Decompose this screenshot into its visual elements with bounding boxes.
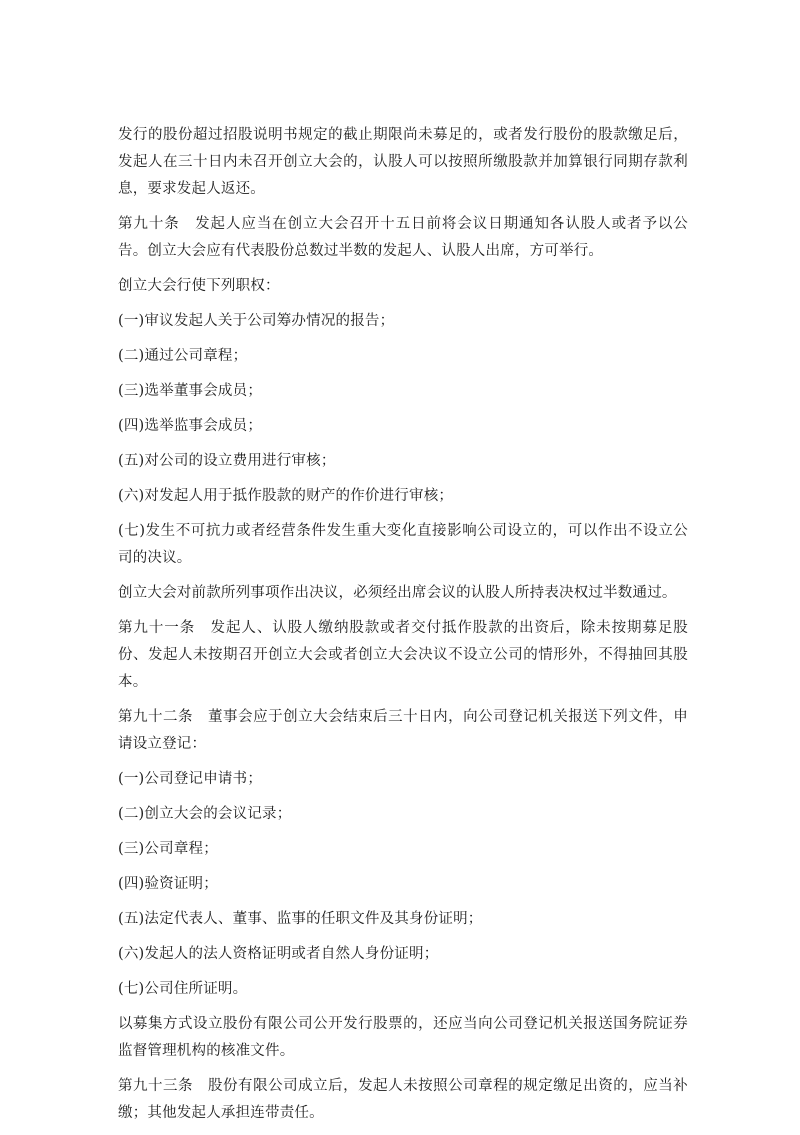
list-item: (三)公司章程； [118, 841, 218, 857]
list-item: (三)选举董事会成员； [118, 383, 263, 399]
paragraph: 创立大会行使下列职权： [118, 278, 280, 294]
article-93: 第九十三条 股份有限公司成立后，发起人未按照公司章程的规定缴足出资的，应当补缴；其他发起人承担连带责任。 [118, 1078, 688, 1121]
list-item: (一)审议发起人关于公司筹办情况的报告； [118, 313, 395, 329]
article-90: 第九十条 发起人应当在创立大会召开十五日前将会议日期通知各认股人或者予以公告。创立大会应有代表股份总数过半数的发起人、认股人出席，方可举行。 [118, 216, 688, 259]
list-item: (七)发生不可抗力或者经营条件发生重大变化直接影响公司设立的，可以作出不设立公司的决议。 [118, 523, 688, 566]
list-item: (二)创立大会的会议记录； [118, 806, 292, 822]
list-item: (五)对公司的设立费用进行审核； [118, 453, 336, 469]
article-91: 第九十一条 发起人、认股人缴纳股款或者交付抵作股款的出资后，除未按期募足股份、发起人未按期召开创立大会或者创立大会决议不设立公司的情形外，不得抽回其股本。 [118, 620, 688, 690]
list-item: (五)法定代表人、董事、监事的任职文件及其身份证明； [118, 911, 483, 927]
paragraph: 创立大会对前款所列事项作出决议，必须经出席会议的认股人所持表决权过半数通过。 [118, 585, 677, 601]
list-item: (一)公司登记申请书； [118, 771, 263, 787]
list-item: (六)发起人的法人资格证明或者自然人身份证明； [118, 946, 439, 962]
list-item: (四)选举监事会成员； [118, 418, 263, 434]
paragraph: 以募集方式设立股份有限公司公开发行股票的，还应当向公司登记机关报送国务院证券监督管理机构的核准文件。 [118, 1016, 688, 1059]
list-item: (七)公司住所证明。 [118, 981, 248, 997]
document-page [118, 122, 688, 1135]
list-item: (二)通过公司章程； [118, 348, 248, 364]
list-item: (六)对发起人用于抵作股款的财产的作价进行审核； [118, 488, 454, 504]
article-92: 第九十二条 董事会应于创立大会结束后三十日内，向公司登记机关报送下列文件，申请设立登记： [118, 709, 688, 752]
list-item: (四)验资证明； [118, 876, 218, 892]
paragraph: 发行的股份超过招股说明书规定的截止期限尚未募足的，或者发行股份的股款缴足后，发起人在三十日内未召开创立大会的，认股人可以按照所缴股款并加算银行同期存款利息，要求发起人返还。 [118, 127, 688, 197]
